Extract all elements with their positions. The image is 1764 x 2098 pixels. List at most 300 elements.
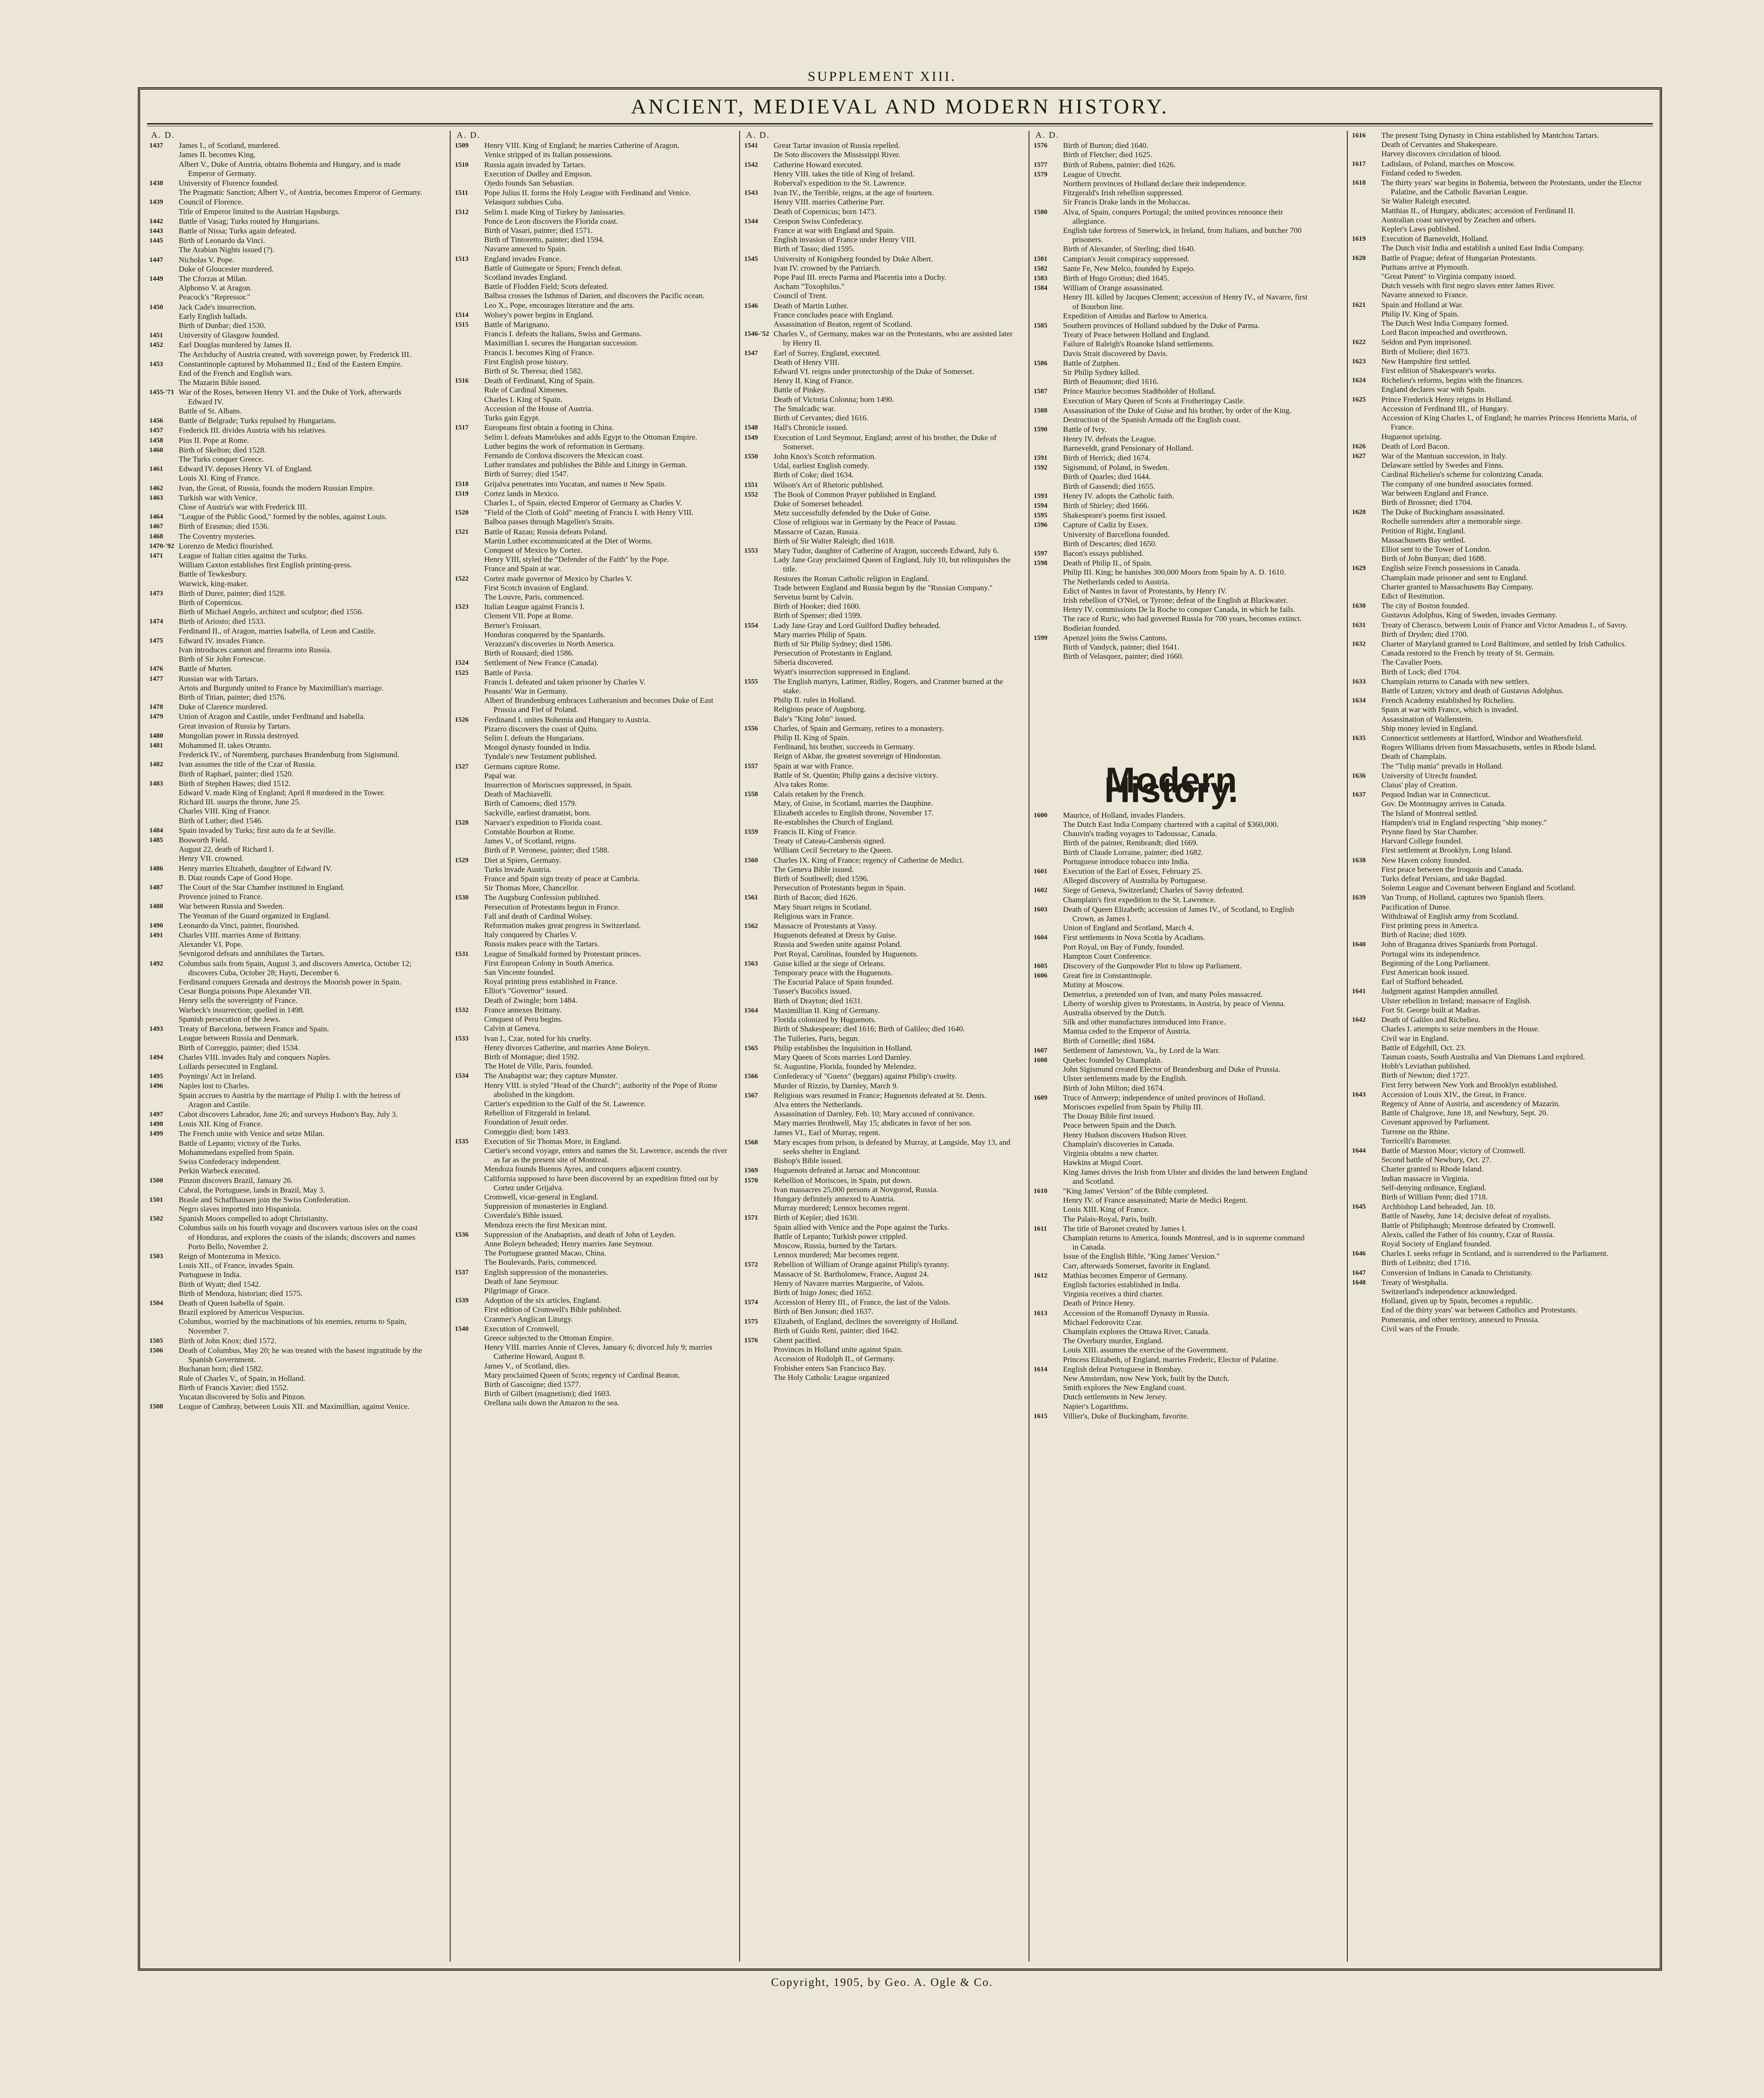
event-text: The Dutch West India Company formed. [1381, 319, 1509, 328]
entry-events [774, 959, 1020, 1006]
entry-events [1381, 639, 1653, 677]
history-entry [1034, 1271, 1309, 1308]
entry-year: 1503 [149, 1252, 163, 1260]
event-text: Peace between Spain and the Dutch. [1063, 1121, 1177, 1130]
history-entry [455, 423, 730, 479]
event-text: English factories established in India. [1063, 1280, 1181, 1289]
entry-year: 1531 [455, 950, 469, 958]
event-text: Navarre annexed to France. [1381, 290, 1468, 300]
event-text: The Escurial Palace of Spain founded. [774, 978, 893, 987]
entry-events [179, 741, 425, 759]
event-text: Cabral, the Portuguese, lands in Brazil, May 3. [179, 1185, 325, 1194]
event-text: The title of Baronet created by James I. [1063, 1224, 1187, 1233]
event-text: English invasion of France under Henry VIII. [774, 235, 916, 244]
event-text: Campian's Jesuit conspiracy suppressed. [1063, 254, 1190, 263]
event-text: Death of Copernicus; born 1473. [774, 207, 876, 216]
entry-year: 1582 [1034, 265, 1047, 272]
entry-year: 1512 [455, 208, 469, 216]
entry-events [484, 376, 730, 423]
entry-year: 1626 [1352, 442, 1366, 450]
event-text: Michael Fedorovitz Czar. [1063, 1318, 1143, 1327]
entry-year: 1556 [744, 724, 758, 732]
event-text: Beginning of the Long Parliament. [1381, 958, 1490, 967]
event-text: Venice stripped of its Italian possessions. [484, 150, 613, 159]
event-text: Birth of John Milton; died 1674. [1063, 1083, 1165, 1092]
column-header: A. D. [746, 131, 770, 140]
event-text: Birth of Michael Angelo, architect and sculptor; died 1556. [179, 607, 364, 616]
history-entry [455, 480, 730, 489]
event-text: France at war with England and Spain. [774, 226, 895, 235]
event-text: Turkish war with Venice. [179, 493, 257, 502]
event-text: Religious peace of Augsburg. [774, 705, 866, 714]
entry-events [179, 674, 425, 702]
entry-events [179, 1346, 425, 1402]
event-text: Indian massacre in Virginia. [1381, 1174, 1469, 1183]
event-text: Russia again invaded by Tartars. [484, 160, 586, 169]
entry-events [1063, 406, 1309, 424]
event-text: Birth of Corneille; died 1684. [1063, 1036, 1156, 1045]
history-entry [1034, 933, 1309, 961]
entry-events [1063, 160, 1309, 170]
entry-events [179, 493, 425, 512]
event-text: Mary marries Philip of Spain. [774, 630, 867, 639]
event-text: Calais retaken by the French. [774, 790, 865, 799]
entry-events [484, 311, 730, 320]
event-text: Henry IV. defeats the League. [1063, 434, 1156, 443]
history-entry [1034, 170, 1309, 207]
event-text: Execution of Barneveldt, Holland. [1381, 234, 1489, 243]
entry-year: 1536 [455, 1231, 469, 1238]
entry-events [774, 762, 1020, 790]
entry-year: 1636 [1352, 772, 1366, 780]
event-text: Orellana sails down the Amazon to the sea. [484, 1398, 619, 1408]
entry-events [179, 388, 425, 416]
entry-events [1063, 170, 1309, 207]
event-text: Elizabeth accedes to English throne, November 17. [774, 808, 934, 817]
event-text: Massacre of Cazan, Russia. [774, 527, 860, 536]
entry-events [484, 508, 730, 526]
event-text: Birth of Gascoigne; died 1577. [484, 1380, 581, 1389]
history-entry [455, 1006, 730, 1034]
entry-events [179, 255, 425, 274]
entry-events [484, 160, 730, 188]
entry-events [1381, 601, 1653, 620]
entry-year: 1491 [149, 932, 163, 939]
event-text: Council of Trent. [774, 291, 827, 300]
history-entry [744, 621, 1020, 677]
entry-events [1063, 811, 1309, 866]
event-text: Pomerania, and other territory, annexed to Prussia. [1381, 1315, 1539, 1324]
event-text: Lollards persecuted in England. [179, 1062, 278, 1071]
event-text: Scotland invades England. [484, 273, 567, 282]
history-entry [1352, 395, 1653, 441]
page-title: ANCIENT, MEDIEVAL AND MODERN HISTORY. [631, 95, 1169, 118]
event-text: The race of Ruric, who had governed Russia for 700 years, becomes extinct. [1063, 614, 1302, 623]
entry-year: 1496 [149, 1082, 163, 1090]
event-text: English take fortress of Smerwick, in Ireland, from Italians, and butcher 700 prisoners. [1063, 226, 1302, 244]
history-column-3 [744, 131, 1020, 1962]
event-text: Warbeck's insurrection; quelled in 1498. [179, 1005, 305, 1014]
entry-events [179, 360, 425, 388]
event-text: Lennox murdered; Mar becomes regent. [774, 1250, 899, 1260]
event-text: Ferdinand I. unites Bohemia and Hungary to Austria. [484, 715, 650, 724]
event-text: Birth of Cervantes; died 1616. [774, 413, 869, 423]
event-text: Hungary definitely annexed to Austria. [774, 1194, 895, 1203]
entry-year: 1541 [744, 142, 758, 150]
event-text: Death of Lord Bacon. [1381, 441, 1450, 451]
entry-events [484, 658, 730, 667]
event-text: Spain at war with France. [774, 761, 854, 770]
event-text: Execution of the Earl of Essex, February 25. [1063, 867, 1202, 876]
event-text: Navarre annexed to Spain. [484, 244, 567, 254]
event-text: Dutch settlements in New Jersey. [1063, 1392, 1167, 1402]
event-text: Alleged discovery of Australia by Portuguese. [1063, 876, 1207, 885]
entry-events [1381, 300, 1653, 338]
entry-year: 1473 [149, 589, 163, 597]
entry-year: 1462 [149, 484, 163, 492]
history-entry [149, 331, 425, 340]
event-text: Birth of Dunbar; died 1530. [179, 321, 266, 330]
history-entry [744, 856, 1020, 893]
event-text: Cranmer's Anglican Liturgy. [484, 1314, 573, 1323]
event-text: Solemn League and Covenant between England and Scotland. [1381, 883, 1576, 893]
event-text: Birth of Luther; died 1546. [179, 816, 263, 825]
event-text: Artois and Burgundy united to France by Maximillian's marriage. [179, 683, 384, 692]
event-text: Richelieu's reforms, begins with the finances. [1381, 376, 1524, 385]
history-entry [149, 522, 425, 531]
history-entry [744, 141, 1020, 159]
entry-events [484, 141, 730, 159]
history-entry [455, 893, 730, 949]
history-entry [1352, 771, 1653, 790]
event-text: The Dutch visit India and establish a united East India Company. [1381, 243, 1585, 253]
history-entry [1352, 234, 1653, 253]
event-text: Bodleian founded. [1063, 623, 1121, 633]
event-text: Rebellion of Moriscoes, in Spain, put down. [774, 1176, 912, 1185]
history-entry [744, 1213, 1020, 1260]
event-text: King James drives the Irish from Ulster and divides the land between England and Scotland. [1063, 1167, 1307, 1186]
history-entry [1034, 264, 1309, 273]
event-text: Henry VIII. marries Catherine Parr. [774, 198, 885, 207]
event-text: Prince Frederick Henry reigns in Holland. [1381, 395, 1513, 404]
event-text: Birth of Leibnitz; died 1716. [1381, 1258, 1471, 1267]
event-text: Mongolian power in Russia destroyed. [179, 731, 300, 740]
entry-year: 1632 [1352, 640, 1366, 648]
history-entry [149, 226, 425, 236]
entry-events [1381, 677, 1653, 696]
event-text: Union of Aragon and Castile, under Ferdinand and Isabella. [179, 712, 366, 721]
event-text: Spain invaded by Turks; first auto da fe at Seville. [179, 826, 335, 835]
event-text: Cesar Borgia poisons Pope Alexander VII. [179, 987, 312, 996]
entry-events [1381, 254, 1653, 300]
event-text: Birth of Stephen Hawes; died 1512. [179, 779, 291, 788]
entry-year: 1599 [1034, 634, 1047, 642]
event-text: Balboa crosses the Isthmus of Darien, and discovers the Pacific ocean. [484, 291, 705, 300]
history-entry [1034, 463, 1309, 491]
history-entry [149, 902, 425, 920]
event-text: The Portuguese granted Macao, China. [484, 1249, 606, 1258]
entry-events [1381, 357, 1653, 375]
history-entry [149, 426, 425, 435]
event-text: England declares war with Spain. [1381, 385, 1487, 394]
entry-year: 1474 [149, 618, 163, 626]
entry-events [179, 826, 425, 835]
history-entry [1034, 1093, 1309, 1186]
event-text: Smith explores the New England coast. [1063, 1383, 1187, 1392]
entry-events [774, 1138, 1020, 1166]
event-text: Francis II. King of France. [774, 827, 857, 837]
history-entry [744, 481, 1020, 490]
event-text: Birth of Lock; died 1704. [1381, 667, 1461, 676]
entry-events [179, 1195, 425, 1214]
event-text: Hampton Court Conference. [1063, 951, 1152, 961]
event-text: Battle of Razau; Russia defeats Poland. [484, 527, 608, 536]
event-text: "League of the Public Good," formed by the nobles, against Louis. [179, 512, 387, 521]
history-entry [1352, 987, 1653, 1015]
event-text: Fort St. George built at Madras. [1381, 1005, 1481, 1014]
event-text: Edict of Nantes in favor of Protestants, by Henry IV. [1063, 586, 1227, 595]
event-text: Charter of Maryland granted to Lord Baltimore, and settled by Irish Catholics. [1381, 639, 1627, 648]
entry-year: 1551 [744, 481, 758, 489]
event-text: Rochelle surrenders after a memorable siege. [1381, 517, 1522, 526]
history-entry [1034, 1187, 1309, 1224]
entry-events [179, 636, 425, 664]
event-text: War between Russia and Sweden. [179, 902, 284, 911]
event-text: Birth of Tintoretto, painter; died 1594. [484, 235, 605, 244]
entry-events [774, 217, 1020, 254]
event-text: Capture of Cadiz by Essex. [1063, 520, 1148, 530]
history-entry [1352, 1249, 1653, 1267]
history-entry [744, 217, 1020, 254]
event-text: Henry IV. of France assassinated; Marie de Medici Regent. [1063, 1196, 1248, 1205]
event-text: Maximillian II. King of Germany. [774, 1006, 880, 1015]
entry-events [484, 1268, 730, 1296]
event-text: Birth of Racine; died 1699. [1381, 930, 1467, 939]
event-text: Birth of Beaumont; died 1616. [1063, 377, 1159, 386]
event-text: Siberia discovered. [774, 658, 834, 667]
event-text: Champlain's discoveries in Canada. [1063, 1139, 1174, 1148]
event-text: Birth of Bacon; died 1626. [774, 893, 857, 902]
history-entry [744, 160, 1020, 188]
history-entry [455, 208, 730, 254]
event-text: English seize French possessions in Canada. [1381, 564, 1521, 573]
event-text: Columbus, worried by the machinations of his enemies, returns to Spain, November 7. [179, 1317, 407, 1335]
event-text: Italy conquered by Charles V. [484, 930, 577, 939]
event-text: Mohammedans expelled from Spain. [179, 1148, 294, 1157]
event-text: Cromwell, vicar-general in England. [484, 1192, 599, 1201]
event-text: Cardinal Richelieu's scheme for colonizing Canada. [1381, 470, 1544, 479]
event-text: The Duke of Buckingham assassinated. [1381, 508, 1505, 517]
event-text: San Vincente founded. [484, 968, 555, 977]
event-text: Albert V., Duke of Austria, obtains Bohemia and Hungary, and is made Emperor of Germany. [179, 159, 401, 178]
history-entry [455, 160, 730, 188]
event-text: Portuguese introduce tobacco into India. [1063, 857, 1190, 866]
entry-year: 1580 [1034, 208, 1047, 216]
history-entry [1034, 387, 1309, 405]
entry-year: 1611 [1034, 1225, 1047, 1233]
event-text: Henry VIII. takes the title of King of Ireland. [774, 169, 915, 178]
event-text: Great fire in Constantinople. [1063, 971, 1153, 980]
event-text: Birth of Alexander, of Sterling; died 1640. [1063, 244, 1196, 254]
history-entry [1034, 886, 1309, 904]
event-text: Earl Douglas murdered by James II. [179, 340, 292, 350]
event-text: Sackville, earliest dramatist, born. [484, 808, 591, 817]
history-entry [455, 254, 730, 310]
title-rule [147, 123, 1653, 126]
history-entry [744, 423, 1020, 432]
entry-year: 1643 [1352, 1091, 1366, 1098]
column-divider [450, 131, 451, 1962]
entry-year: 1514 [455, 311, 469, 319]
event-text: The Tuileries, Paris, begun. [774, 1034, 859, 1043]
history-entry [1352, 639, 1653, 677]
history-entry [455, 950, 730, 1005]
event-text: The Louvre, Paris, commenced. [484, 592, 584, 601]
event-text: Finland ceded to Sweden. [1381, 168, 1462, 177]
entry-year: 1509 [455, 142, 469, 150]
entry-year: 1558 [744, 791, 758, 798]
event-text: Buchanan born; died 1582. [179, 1364, 264, 1374]
column-header: A. D. [1035, 131, 1059, 140]
entry-events [179, 522, 425, 531]
entry-year: 1549 [744, 434, 758, 441]
event-text: Mathias becomes Emperor of Germany. [1063, 1271, 1188, 1280]
entry-events [1381, 790, 1653, 855]
event-text: The Hotel de Ville, Paris, founded. [484, 1062, 593, 1071]
event-text: The Mazarin Bible issued. [179, 378, 261, 387]
history-entry [1352, 564, 1653, 601]
entry-events [179, 551, 425, 588]
history-entry [744, 762, 1020, 790]
entry-year: 1443 [149, 227, 163, 235]
event-text: William Cecil Secretary to the Queen. [774, 846, 893, 855]
entry-events [1063, 254, 1309, 264]
event-text: The French unite with Venice and seize Milan. [179, 1129, 324, 1138]
entry-events [179, 921, 425, 930]
event-text: Close of religious war in Germany by the Peace of Passau. [774, 518, 957, 527]
entry-year: 1563 [744, 960, 758, 967]
history-entry [149, 921, 425, 930]
entry-year: 1544 [744, 217, 758, 225]
event-text: Rebellion of William of Orange against Philip's tyranny. [774, 1260, 950, 1269]
entry-events [1063, 1046, 1309, 1055]
event-text: The Palais-Royal, Paris, built. [1063, 1214, 1157, 1223]
event-text: Birth of Quarles; died 1644. [1063, 472, 1151, 481]
event-text: Gustavus Adolphus, King of Sweden, invades Germany. [1381, 611, 1557, 620]
event-text: Charles VIII. invades Italy and conquers Naples. [179, 1052, 331, 1062]
entry-year: 1553 [744, 547, 758, 554]
entry-events [774, 827, 1020, 855]
history-entry [1034, 549, 1309, 558]
entry-year: 1576 [744, 1337, 758, 1344]
event-text: Execution of Lord Seymour, England; arrest of his brother, the Duke of Somerset. [774, 433, 997, 451]
event-text: First American book issued. [1381, 968, 1469, 977]
entry-events [484, 208, 730, 254]
history-entry [455, 489, 730, 508]
history-entry [744, 790, 1020, 827]
event-text: Ship money levied in England. [1381, 724, 1478, 733]
event-text: Battle of Pavia. [484, 668, 533, 677]
history-entry [744, 959, 1020, 1006]
event-text: War between England and France. [1381, 488, 1489, 498]
entry-events [774, 677, 1020, 724]
event-text: The Netherlands ceded to Austria. [1063, 577, 1170, 586]
event-text: Bosworth Field. [179, 836, 229, 845]
entry-year: 1645 [1352, 1203, 1366, 1211]
history-entry [1034, 1224, 1309, 1271]
event-text: Philip IV. King of Spain. [1381, 309, 1459, 318]
event-text: Accession of Rudolph II., of Germany. [774, 1354, 895, 1363]
event-text: Death of Prince Henry. [1063, 1299, 1135, 1308]
event-text: First peace between the Iroquois and Canada. [1381, 865, 1524, 874]
supplement-label: SUPPLEMENT XIII. [808, 69, 956, 84]
event-text: Cartier's second voyage, enters and names the St. Lawrence, ascends the river as far as the present site of Montreal. [484, 1146, 727, 1165]
event-text: Ivan introduces cannon and firearms into Russia. [179, 645, 332, 654]
history-entry [1352, 1202, 1653, 1249]
event-text: Death of Philip II., of Spain. [1063, 559, 1152, 568]
history-entry [1034, 961, 1309, 971]
entry-year: 1546 [744, 302, 758, 310]
entry-year: 1460 [149, 446, 163, 454]
event-text: Rule of Charles V., of Spain, in Holland. [179, 1374, 305, 1383]
entry-events [1381, 159, 1653, 178]
column-header: A. D. [151, 131, 175, 140]
entry-year: 1550 [744, 452, 758, 460]
entry-year: 1486 [149, 865, 163, 872]
event-text: Moscow, Russia, burned by the Tartars. [774, 1241, 897, 1250]
event-text: League of Smalkald formed by Protestant princes. [484, 949, 641, 958]
history-entry [1034, 359, 1309, 387]
event-text: Birth of Ariosto; died 1533. [179, 617, 266, 626]
event-text: Bacon's essays published. [1063, 549, 1144, 558]
entry-events [179, 542, 425, 551]
history-entry [455, 818, 730, 855]
entry-year: 1587 [1034, 388, 1047, 396]
history-entry [149, 1402, 425, 1411]
history-entry [455, 1296, 730, 1324]
event-text: Grijalva penetrates into Yucatan, and names it New Spain. [484, 479, 666, 488]
entry-year: 1605 [1034, 962, 1047, 970]
event-text: Accession of the House of Austria. [484, 404, 594, 413]
history-entry [149, 388, 425, 416]
event-text: Pinzon discovers Brazil, January 26. [179, 1176, 293, 1185]
event-text: The Arabian Nights issued (?). [179, 245, 275, 254]
event-text: Death of Cervantes and Shakespeare. [1381, 140, 1498, 149]
event-text: Charter granted to Massachusetts Bay Company. [1381, 582, 1534, 591]
entry-events [1063, 492, 1309, 501]
event-text: Coverdale's Bible issued. [484, 1211, 563, 1220]
event-text: Ulster rebellion in Ireland; massacre of English. [1381, 996, 1532, 1005]
event-text: Pacification of Dunse. [1381, 902, 1451, 911]
history-entry [744, 1317, 1020, 1335]
event-text: Ivan I., Czar, noted for his cruelty. [484, 1034, 592, 1043]
event-text: Portugal wins its independence. [1381, 949, 1481, 958]
event-text: Death of Henry VIII. [774, 357, 840, 367]
event-text: Union of England and Scotland, March 4. [1063, 923, 1194, 933]
event-text: France concludes peace with England. [774, 310, 894, 319]
event-text: Pequod Indian war in Connecticut. [1381, 790, 1490, 799]
event-text: University of Barcellona founded. [1063, 530, 1170, 539]
event-text: Louis XII. King of France. [179, 1120, 263, 1129]
event-text: Birth of Rubens, painter; died 1626. [1063, 160, 1176, 169]
event-text: Cabot discovers Labrador, June 26; and surveys Hudson's Bay, July 3. [179, 1109, 398, 1119]
history-entry [149, 1176, 425, 1194]
event-text: The Douay Bible first issued. [1063, 1112, 1155, 1121]
event-text: Charles, of Spain and Germany, retires to a monastery. [774, 724, 944, 733]
entry-events [1381, 1268, 1653, 1278]
entry-events [1063, 511, 1309, 520]
history-entry [149, 484, 425, 493]
